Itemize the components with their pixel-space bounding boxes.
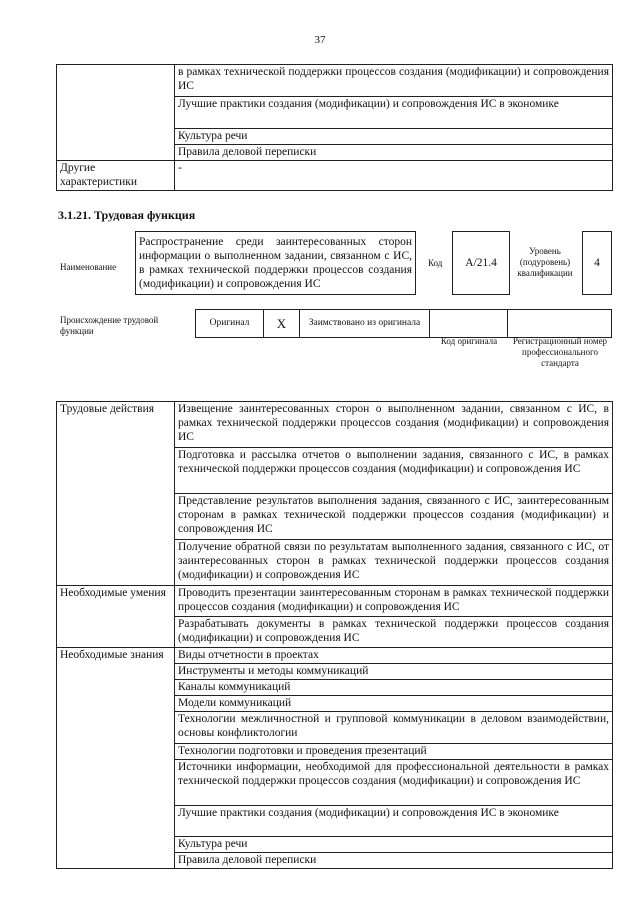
registration-number-cell (508, 310, 612, 338)
previous-function-table (56, 64, 613, 191)
action-item: Представление результатов выполнения задания, связанного с ИС, заинтересованным сторонам в рамках технической поддержки процессов создания (модификации) и сопровождения ИС (175, 494, 613, 540)
knowledge-item: Культура речи (175, 837, 613, 853)
original-code-label: Код оригинала (440, 336, 498, 346)
code-value: A/21.4 (452, 231, 510, 295)
section-title: 3.1.21. Трудовая функция (58, 208, 196, 222)
knowledge-item: Каналы коммуникаций (175, 680, 613, 696)
knowledge-item: Виды отчетности в проектах (175, 648, 613, 664)
other-characteristics-value: - (175, 161, 613, 191)
knowledge-item: Правила деловой переписки (175, 853, 613, 869)
function-name: Распространение среди заинтересованных сторон информации о выполненном задании, связанном с ИС, в рамках технической поддержки процессов создания (модификации) и сопровождения ИС (135, 231, 416, 295)
borrowed-label: Заимствовано из оригинала (300, 310, 430, 338)
actions-label: Трудовые действия (57, 402, 175, 586)
origin-table (195, 309, 612, 338)
original-mark: X (264, 310, 300, 338)
origin-label: Происхождение трудовой функции (60, 315, 159, 336)
action-item: Извещение заинтересованных сторон о выполненном задании, связанном с ИС, в рамках технической поддержки процессов создания (модификации) и сопровождения ИС (175, 402, 613, 448)
action-item: Получение обратной связи по результатам выполненного задания, связанного с ИС, от заинтересованных сторон в рамках технической поддержки процессов создания (модификации) и сопровождения ИС (175, 540, 613, 586)
knowledge-item: Лучшие практики создания (модификации) и сопровождения ИС в экономике (175, 97, 613, 129)
page-number: 37 (314, 34, 326, 46)
skill-item: Проводить презентации заинтересованным сторонам в рамках технической поддержки процессов создания (модификации) и сопровождения ИС (175, 586, 613, 617)
original-label: Оригинал (196, 310, 264, 338)
knowledge-item: Правила деловой переписки (175, 145, 613, 161)
empty-label-cell (57, 65, 175, 161)
code-label: Код (428, 258, 443, 268)
skills-label: Необходимые умения (57, 586, 175, 648)
other-characteristics-label: Другие характеристики (57, 161, 175, 191)
knowledge-item: Лучшие практики создания (модификации) и сопровождения ИС в экономике (175, 806, 613, 837)
knowledge-item: Технологии подготовки и проведения презентаций (175, 744, 613, 760)
level-value: 4 (582, 231, 612, 295)
knowledge-item: Культура речи (175, 129, 613, 145)
knowledge-item: Технологии межличностной и групповой коммуникации в деловом взаимодействии, основы конфликтологии (175, 712, 613, 744)
knowledge-item: Инструменты и методы коммуникаций (175, 664, 613, 680)
original-code-cell (430, 310, 508, 338)
action-item: Подготовка и рассылка отчетов о выполнении задания, связанного с ИС, в рамках технической поддержки процессов создания (модификации) и сопровождения ИС (175, 448, 613, 494)
skill-item: Разрабатывать документы в рамках технической поддержки процессов создания (модификации) и сопровождения ИС (175, 617, 613, 648)
function-details-table (56, 401, 613, 869)
knowledge-item: в рамках технической поддержки процессов создания (модификации) и сопровождения ИС (175, 65, 613, 97)
knowledge-item: Источники информации, необходимой для профессиональной деятельности в рамках технической поддержки процессов создания (модификации) и сопровождения ИС (175, 760, 613, 806)
knowledge-item: Модели коммуникаций (175, 696, 613, 712)
name-label: Наименование (60, 262, 117, 272)
level-label: Уровень (подуровень) квалификации (517, 246, 573, 278)
registration-number-label: Регистрационный номер профессионального стандарта (512, 336, 608, 368)
knowledge-label: Необходимые знания (57, 648, 175, 869)
